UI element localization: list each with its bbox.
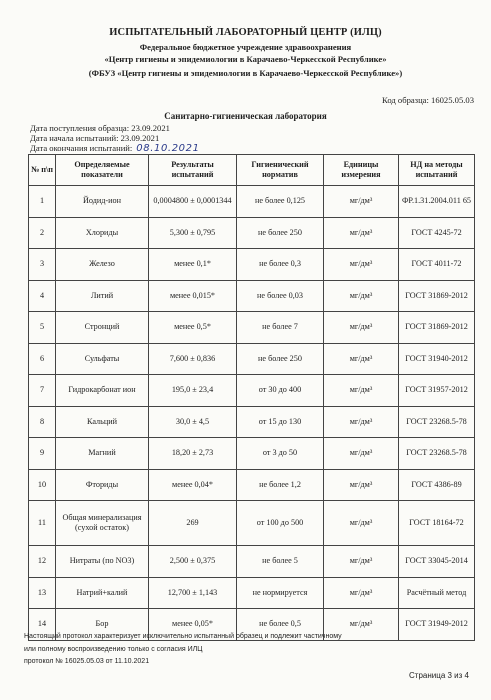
cell-indicator: Хлориды — [56, 217, 149, 249]
cell-unit: мг/дм³ — [324, 609, 399, 641]
table-row — [29, 249, 475, 281]
cell-number: 13 — [29, 577, 56, 609]
cell-indicator: Фториды — [56, 469, 149, 501]
cell-number: 10 — [29, 469, 56, 501]
cell-method: ГОСТ 4245-72 — [399, 217, 475, 249]
institution-abbrev: (ФБУЗ «Центр гигиены и эпидемиологии в Карачаево-Черкесской Республике») — [88, 68, 403, 78]
table-row — [29, 343, 475, 375]
cell-number: 8 — [29, 406, 56, 438]
cell-method: ФР.1.31.2004.011 65 — [399, 186, 475, 218]
results-table — [28, 154, 475, 641]
center-title: ИСПЫТАТЕЛЬНЫЙ ЛАБОРАТОРНЫЙ ЦЕНТР (ИЛЦ) — [109, 27, 382, 38]
cell-result: 269 — [149, 501, 237, 546]
cell-number: 14 — [29, 609, 56, 641]
cell-result: менее 0,015* — [149, 280, 237, 312]
table-body — [29, 186, 475, 641]
cell-norm: не более 1,2 — [237, 469, 324, 501]
cell-method: ГОСТ 23268.5-78 — [399, 438, 475, 470]
page-number: Страница 3 из 4 — [409, 671, 469, 680]
cell-number: 2 — [29, 217, 56, 249]
cell-number: 5 — [29, 312, 56, 344]
laboratory-name: Санитарно-гигиеническая лаборатория — [164, 111, 327, 121]
cell-number: 1 — [29, 186, 56, 218]
cell-indicator: Магний — [56, 438, 149, 470]
cell-result: 0,0004800 ± 0,0001344 — [149, 186, 237, 218]
cell-norm: от 15 до 130 — [237, 406, 324, 438]
cell-method: ГОСТ 4386-89 — [399, 469, 475, 501]
table-row — [29, 469, 475, 501]
cell-result: менее 0,5* — [149, 312, 237, 344]
cell-method: ГОСТ 31869-2012 — [399, 280, 475, 312]
footer-line-1: Настоящий протокол характеризует исключительно испытанный образец и подлежит частичному — [24, 633, 342, 640]
cell-method: ГОСТ 31949-2012 — [399, 609, 475, 641]
table-row — [29, 406, 475, 438]
cell-result: менее 0,1* — [149, 249, 237, 281]
date-received: Дата поступления образца: 23.09.2021 — [30, 123, 170, 133]
cell-norm: не более 7 — [237, 312, 324, 344]
cell-result: 195,0 ± 23,4 — [149, 375, 237, 407]
cell-method: ГОСТ 4011-72 — [399, 249, 475, 281]
cell-method: ГОСТ 31940-2012 — [399, 343, 475, 375]
cell-norm: не более 0,3 — [237, 249, 324, 281]
cell-number: 11 — [29, 501, 56, 546]
cell-number: 4 — [29, 280, 56, 312]
sample-code: Код образца: 16025.05.03 — [382, 95, 474, 105]
cell-indicator: Йодид-ион — [56, 186, 149, 218]
cell-number: 3 — [29, 249, 56, 281]
cell-method: ГОСТ 18164-72 — [399, 501, 475, 546]
cell-indicator: Натрий+калий — [56, 577, 149, 609]
cell-norm: не более 0,125 — [237, 186, 324, 218]
header-method: НД на методы испытаний — [399, 155, 475, 186]
cell-result: 30,0 ± 4,5 — [149, 406, 237, 438]
cell-result: менее 0,04* — [149, 469, 237, 501]
cell-norm: не более 0,03 — [237, 280, 324, 312]
date-end-label: Дата окончания испытаний: — [30, 143, 133, 153]
cell-unit: мг/дм³ — [324, 375, 399, 407]
cell-unit: мг/дм³ — [324, 577, 399, 609]
table-row — [29, 438, 475, 470]
cell-unit: мг/дм³ — [324, 217, 399, 249]
cell-result: 5,300 ± 0,795 — [149, 217, 237, 249]
footer-note — [24, 631, 342, 669]
cell-indicator: Общая минерализация (сухой остаток) — [56, 501, 149, 546]
cell-norm: от 30 до 400 — [237, 375, 324, 407]
cell-indicator: Кальций — [56, 406, 149, 438]
table-row — [29, 186, 475, 218]
cell-norm: не более 0,5 — [237, 609, 324, 641]
cell-indicator: Стронций — [56, 312, 149, 344]
cell-unit: мг/дм³ — [324, 249, 399, 281]
cell-unit: мг/дм³ — [324, 186, 399, 218]
cell-result: 18,20 ± 2,73 — [149, 438, 237, 470]
cell-number: 6 — [29, 343, 56, 375]
table-row — [29, 546, 475, 578]
cell-unit: мг/дм³ — [324, 469, 399, 501]
institution-name: «Центр гигиены и эпидемиологии в Карачаево-Черкесской Республике» — [104, 54, 387, 64]
cell-unit: мг/дм³ — [324, 343, 399, 375]
cell-result: 2,500 ± 0,375 — [149, 546, 237, 578]
cell-norm: не более 5 — [237, 546, 324, 578]
cell-unit: мг/дм³ — [324, 501, 399, 546]
header-result: Результаты испытаний — [149, 155, 237, 186]
header-number: № п\п — [29, 155, 56, 186]
cell-norm: от 3 до 50 — [237, 438, 324, 470]
cell-method: ГОСТ 33045-2014 — [399, 546, 475, 578]
cell-number: 9 — [29, 438, 56, 470]
cell-norm: не более 250 — [237, 217, 324, 249]
cell-result: 12,700 ± 1,143 — [149, 577, 237, 609]
table-row — [29, 577, 475, 609]
cell-method: ГОСТ 31957-2012 — [399, 375, 475, 407]
cell-method: Расчётный метод — [399, 577, 475, 609]
cell-unit: мг/дм³ — [324, 312, 399, 344]
cell-indicator: Нитраты (по NO3) — [56, 546, 149, 578]
cell-number: 7 — [29, 375, 56, 407]
cell-result: 7,600 ± 0,836 — [149, 343, 237, 375]
table-row — [29, 280, 475, 312]
cell-indicator: Сульфаты — [56, 343, 149, 375]
cell-result: менее 0,05* — [149, 609, 237, 641]
cell-norm: не нормируется — [237, 577, 324, 609]
institution-line: Федеральное бюджетное учреждение здравоохранения — [139, 42, 352, 52]
cell-unit: мг/дм³ — [324, 546, 399, 578]
cell-norm: от 100 до 500 — [237, 501, 324, 546]
table-row — [29, 217, 475, 249]
date-end-handwritten: 08.10.2021 — [136, 143, 200, 154]
date-end — [30, 143, 200, 154]
header-unit: Единицы измерения — [324, 155, 399, 186]
cell-indicator: Гидрокарбонат ион — [56, 375, 149, 407]
cell-norm: не более 250 — [237, 343, 324, 375]
cell-indicator: Железо — [56, 249, 149, 281]
header-indicator: Определяемые показатели — [56, 155, 149, 186]
header-norm: Гигиенический норматив — [237, 155, 324, 186]
table-row — [29, 501, 475, 546]
footer-line-3: протокол № 16025.05.03 от 11.10.2021 — [24, 658, 150, 665]
cell-indicator: Литий — [56, 280, 149, 312]
table-row — [29, 312, 475, 344]
table-row — [29, 375, 475, 407]
cell-method: ГОСТ 31869-2012 — [399, 312, 475, 344]
cell-unit: мг/дм³ — [324, 280, 399, 312]
cell-unit: мг/дм³ — [324, 406, 399, 438]
footer-line-2: или полному воспроизведению только с согласия ИЛЦ — [24, 645, 203, 653]
cell-indicator: Бор — [56, 609, 149, 641]
table-header-row — [29, 155, 475, 186]
cell-unit: мг/дм³ — [324, 438, 399, 470]
cell-number: 12 — [29, 546, 56, 578]
date-start: Дата начала испытаний: 23.09.2021 — [30, 133, 160, 143]
cell-method: ГОСТ 23268.5-78 — [399, 406, 475, 438]
